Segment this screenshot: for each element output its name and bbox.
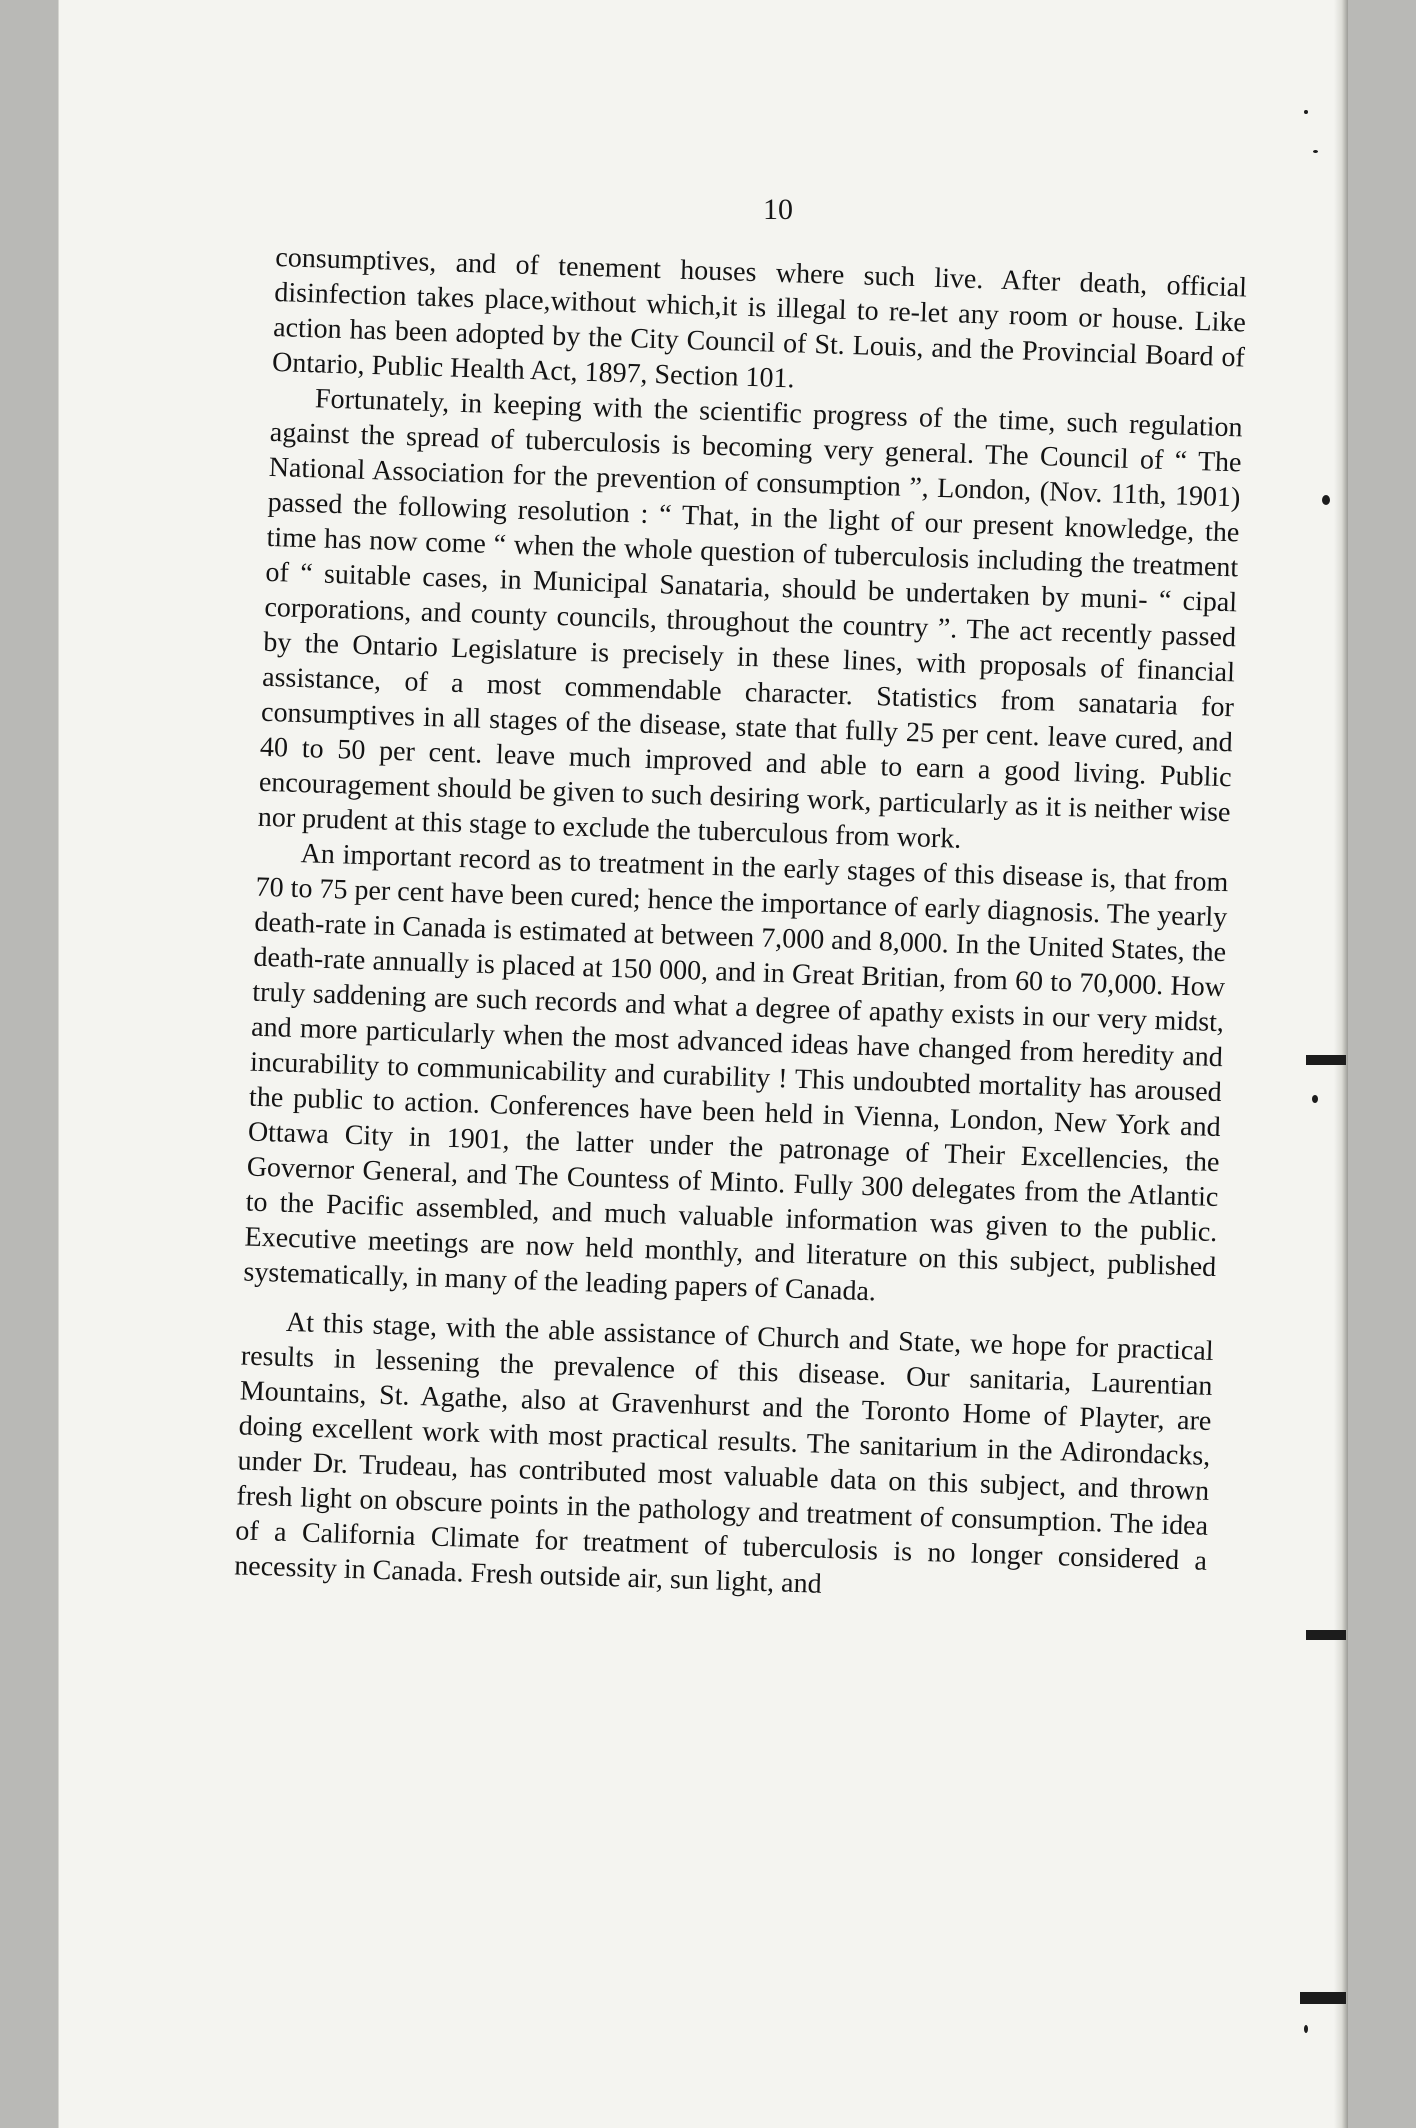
paragraph-3: An important record as to treatment in the early stages of this disease is, that from 70 to 75 per cent have been cured; hence the importance of early diagnosis. The yearly death-rate in Canada is estimated at between 7,000 and 8,000. In the United States, the death-rate annually is placed at 150 000, and in Great Britian, from 60 to 70,000. How truly saddening are such records and what a degree of apathy exists in our very midst, and more particularly when the most advanced ideas have changed from heredity and incurability to communicability and curability ! This undoubted mortality has aroused the public to action. Conferences have been held in Vienna, London, New York and Ottawa City in 1901, the latter under the patronage of Their Excellencies, the Governor General, and The Countess of Minto. Fully 300 delegates from the Atlantic to the Pacific assembled, and much valuable information was given to the public. Executive meetings are now held monthly, and literature on this subject, published systematically, in many of the leading papers of Canada. [243, 838, 1229, 1308]
scan-speck [1304, 2025, 1308, 2033]
scan-speck [1313, 150, 1318, 153]
page-number: 10 [763, 193, 793, 226]
page-body [234, 240, 1248, 1614]
scan-speck [1304, 110, 1308, 114]
paragraph-4: At this stage, with the able assistance of Church and State, we hope for practical results in lessening the prevalence of this disease. Our sanitaria, Laurentian Mountains, St. Agathe, also at Gravenhurst and the Toronto Home of Playter, are doing excellent work with most practical results. The sanitarium in the Adirondacks, under Dr. Trudeau, has contributed most valuable data on this subject, and thrown fresh light on obscure points in the pathology and treatment of consumption. The idea of a California Climate for treatment of tuberculosis is no longer considered a necessity in Canada. Fresh outside air, sun light, and [233, 1306, 1215, 1600]
paragraph-2: Fortunately, in keeping with the scientific progress of the time, such regulation against the spread of tuberculosis is becoming very general. The Council of “ The National Association for the prevention of consumption ”, London, (Nov. 11th, 1901) passed the following resolution : “ That, in the light of our present knowledge, the time has now come “ when the whole question of tuberculosis including the treatment of “ suitable cases, in Municipal Sanataria, should be undertaken by muni- “ cipal corporations, and county councils, throughout the country ”. The act recently passed by the Ontario Legislature is precisely in these lines, with proposals of financial assistance, of a most commendable character. Statistics from sanataria for consumptives in all stages of the disease, state that fully 25 per cent. leave cured, and 40 to 50 per cent. leave much improved and able to earn a good living. Public encouragement should be given to such desiring work, particularly as it is neither wise nor prudent at this stage to exclude the tuberculous from work. [257, 383, 1244, 855]
book-page [58, 0, 1348, 2128]
scan-speck [1312, 1095, 1318, 1103]
paragraph-1: consumptives, and of tenement houses where such live. After death, official disinfection takes place,without which,it is illegal to re-let any room or house. Like action has been adopted by the City Council of St. Louis, and the Provincial Board of Ontario, Public Health Act, 1897, Section 101. [271, 241, 1248, 395]
scan-speck [1322, 495, 1330, 505]
scan-speck [1300, 1992, 1346, 2004]
scan-speck [1306, 1055, 1346, 1065]
scan-speck [1306, 1630, 1346, 1640]
